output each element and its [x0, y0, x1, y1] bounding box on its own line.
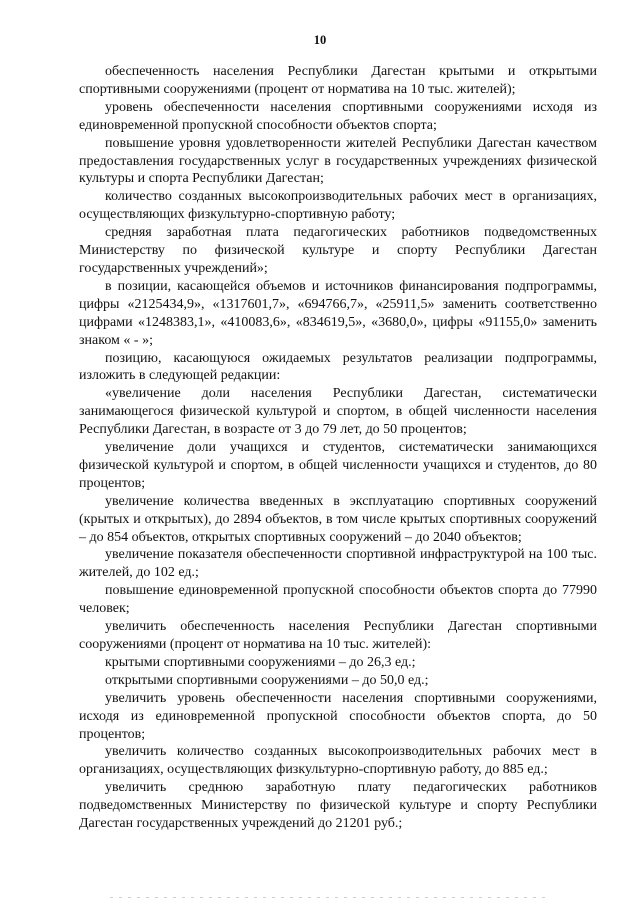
paragraph: обеспеченность населения Республики Дагестан крытыми и открытыми спортивными сооружениями (процент от норматива на 10 тыс. жителей); — [79, 64, 597, 97]
paragraph: увеличить уровень обеспеченности населения спортивными сооружениями, исходя из единовременной пропускной способности объектов спорта, до 50 процентов; — [79, 690, 597, 742]
paragraph: увеличение количества введенных в эксплуатацию спортивных сооружений (крытых и открытых), до 2894 объектов, в том числе крытых спортивных сооружений – до 854 объектов, открытых спортивных сооружений – до 2040 объектов; — [79, 493, 597, 545]
paragraph: количество созданных высокопроизводительных рабочих мест в организациях, осуществляющих физкультурно-спортивную работу; — [79, 189, 597, 223]
paragraph: увеличение показателя обеспеченности спортивной инфраструктурой на 100 тыс. жителей, до 102 ед.; — [79, 547, 597, 581]
paragraph: уровень обеспеченности населения спортивными сооружениями исходя из единовременной пропускной способности объектов спорта; — [79, 99, 597, 133]
paragraph: в позиции, касающейся объемов и источников финансирования подпрограммы, цифры «2125434,9», «1317601,7», «694766,7», «25911,5» заменить соответственно цифрами «1248383,1», «410083,6», «834619,5», «3680,0», цифры «91155,0» заменить знаком « - »; — [79, 278, 597, 348]
paragraph: крытыми спортивными сооружениями – до 26,3 ед.; — [105, 654, 416, 670]
paragraph: увеличить среднюю заработную плату педагогических работников подведомственных Министерству по физической культуре и спорту Республики Дагестан государственных учреждений до 21201 руб.; — [79, 780, 597, 832]
paragraph: увеличение доли учащихся и студентов, систематически занимающихся физической культурой и спортом, в общей численности учащихся и студентов, до 80 процентов; — [79, 440, 597, 491]
paragraph: увеличить количество созданных высокопроизводительных рабочих мест в организациях, осуществляющих физкультурно-спортивную работу, до 885 ед.; — [79, 744, 597, 778]
paragraph: увеличить обеспеченность населения Республики Дагестан спортивными сооружениями (процент от норматива на 10 тыс. жителей): — [79, 619, 597, 652]
scan-edge-mark — [110, 897, 550, 898]
paragraph: открытыми спортивными сооружениями – до 50,0 ед.; — [105, 672, 429, 688]
paragraph: «увеличение доли населения Республики Дагестан, систематически занимающегося физической культурой и спортом, в общей численности населения Республики Дагестан, в возрасте от 3 до 79 лет, до 50 процентов; — [79, 386, 597, 438]
paragraph: повышение единовременной пропускной способности объектов спорта до 77990 человек; — [79, 583, 597, 617]
page-number: 10 — [313, 33, 327, 47]
paragraph: средняя заработная плата педагогических работников подведомственных Министерству по физической культуре и спорту Республики Дагестан государственных учреждений»; — [79, 225, 597, 276]
paragraph: позицию, касающуюся ожидаемых результатов реализации подпрограммы, изложить в следующей редакции: — [79, 350, 597, 384]
document-body — [79, 63, 597, 833]
paragraph: повышение уровня удовлетворенности жителей Республики Дагестан качеством предоставления государственных услуг в государственных учреждениях физической культуры и спорта Республики Дагестан; — [79, 135, 597, 187]
